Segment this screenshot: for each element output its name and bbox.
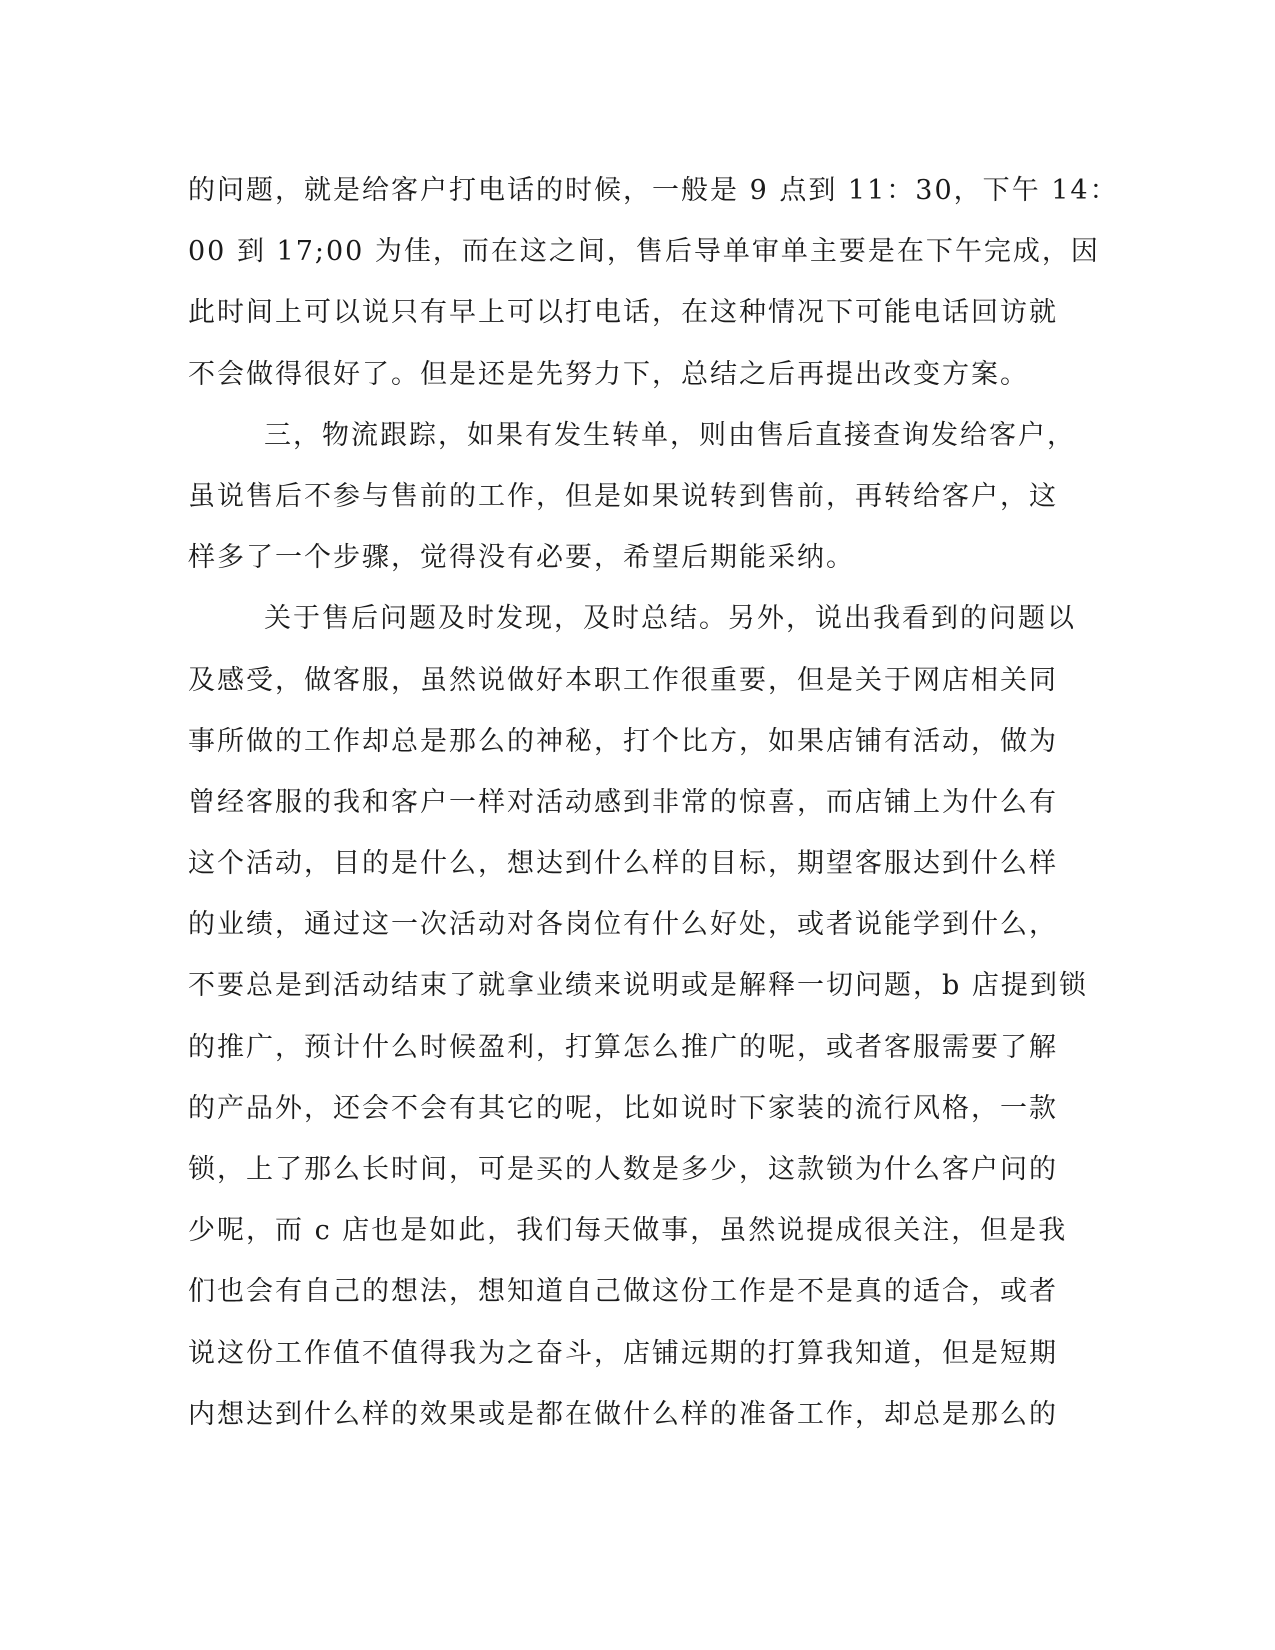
paragraph-start-line: 关于售后问题及时发现，及时总结。另外，说出我看到的问题以 bbox=[264, 603, 1076, 635]
text-line: 此时间上可以说只有早上可以打电话，在这种情况下可能电话回访就 bbox=[188, 297, 1058, 329]
text-line: 00 到 17;00 为佳，而在这之间，售后导单审单主要是在下午完成，因 bbox=[188, 236, 1100, 268]
text-line: 内想达到什么样的效果或是都在做什么样的准备工作，却总是那么的 bbox=[188, 1398, 1058, 1430]
text-line: 的产品外，还会不会有其它的呢，比如说时下家装的流行风格，一款 bbox=[188, 1092, 1058, 1124]
text-line: 样多了一个步骤，觉得没有必要，希望后期能采纳。 bbox=[188, 542, 855, 574]
text-line: 不会做得很好了。但是还是先努力下，总结之后再提出改变方案。 bbox=[188, 358, 1029, 390]
text-line: 这个活动，目的是什么，想达到什么样的目标，期望客服达到什么样 bbox=[188, 848, 1058, 880]
text-line: 锁，上了那么长时间，可是买的人数是多少，这款锁为什么客户问的 bbox=[188, 1154, 1058, 1185]
text-line: 及感受，做客服，虽然说做好本职工作很重要，但是关于网店相关同 bbox=[188, 664, 1058, 696]
text-line: 们也会有自己的想法，想知道自己做这份工作是不是真的适合，或者 bbox=[188, 1276, 1058, 1308]
body-text bbox=[188, 160, 1119, 1445]
text-line: 少呢，而 c 店也是如此，我们每天做事，虽然说提成很关注，但是我 bbox=[188, 1215, 1068, 1247]
text-line: 事所做的工作却总是那么的神秘，打个比方，如果店铺有活动，做为 bbox=[188, 725, 1058, 757]
text-line: 的业绩，通过这一次活动对各岗位有什么好处，或者说能学到什么， bbox=[188, 909, 1058, 941]
text-line: 的问题，就是给客户打电话的时候，一般是 9 点到 11：30，下午 14： bbox=[188, 175, 1119, 206]
text-line: 曾经客服的我和客户一样对活动感到非常的惊喜，而店铺上为什么有 bbox=[188, 786, 1058, 818]
text-line: 的推广，预计什么时候盈利，打算怎么推广的呢，或者客服需要了解 bbox=[188, 1031, 1058, 1063]
text-line: 说这份工作值不值得我为之奋斗，店铺远期的打算我知道，但是短期 bbox=[188, 1337, 1058, 1369]
text-line: 不要总是到活动结束了就拿业绩来说明或是解释一切问题，b 店提到锁 bbox=[188, 970, 1088, 1002]
text-line: 虽说售后不参与售前的工作，但是如果说转到售前，再转给客户，这 bbox=[188, 480, 1058, 512]
paragraph-start-line: 三，物流跟踪，如果有发生转单，则由售后直接查询发给客户， bbox=[264, 419, 1076, 451]
